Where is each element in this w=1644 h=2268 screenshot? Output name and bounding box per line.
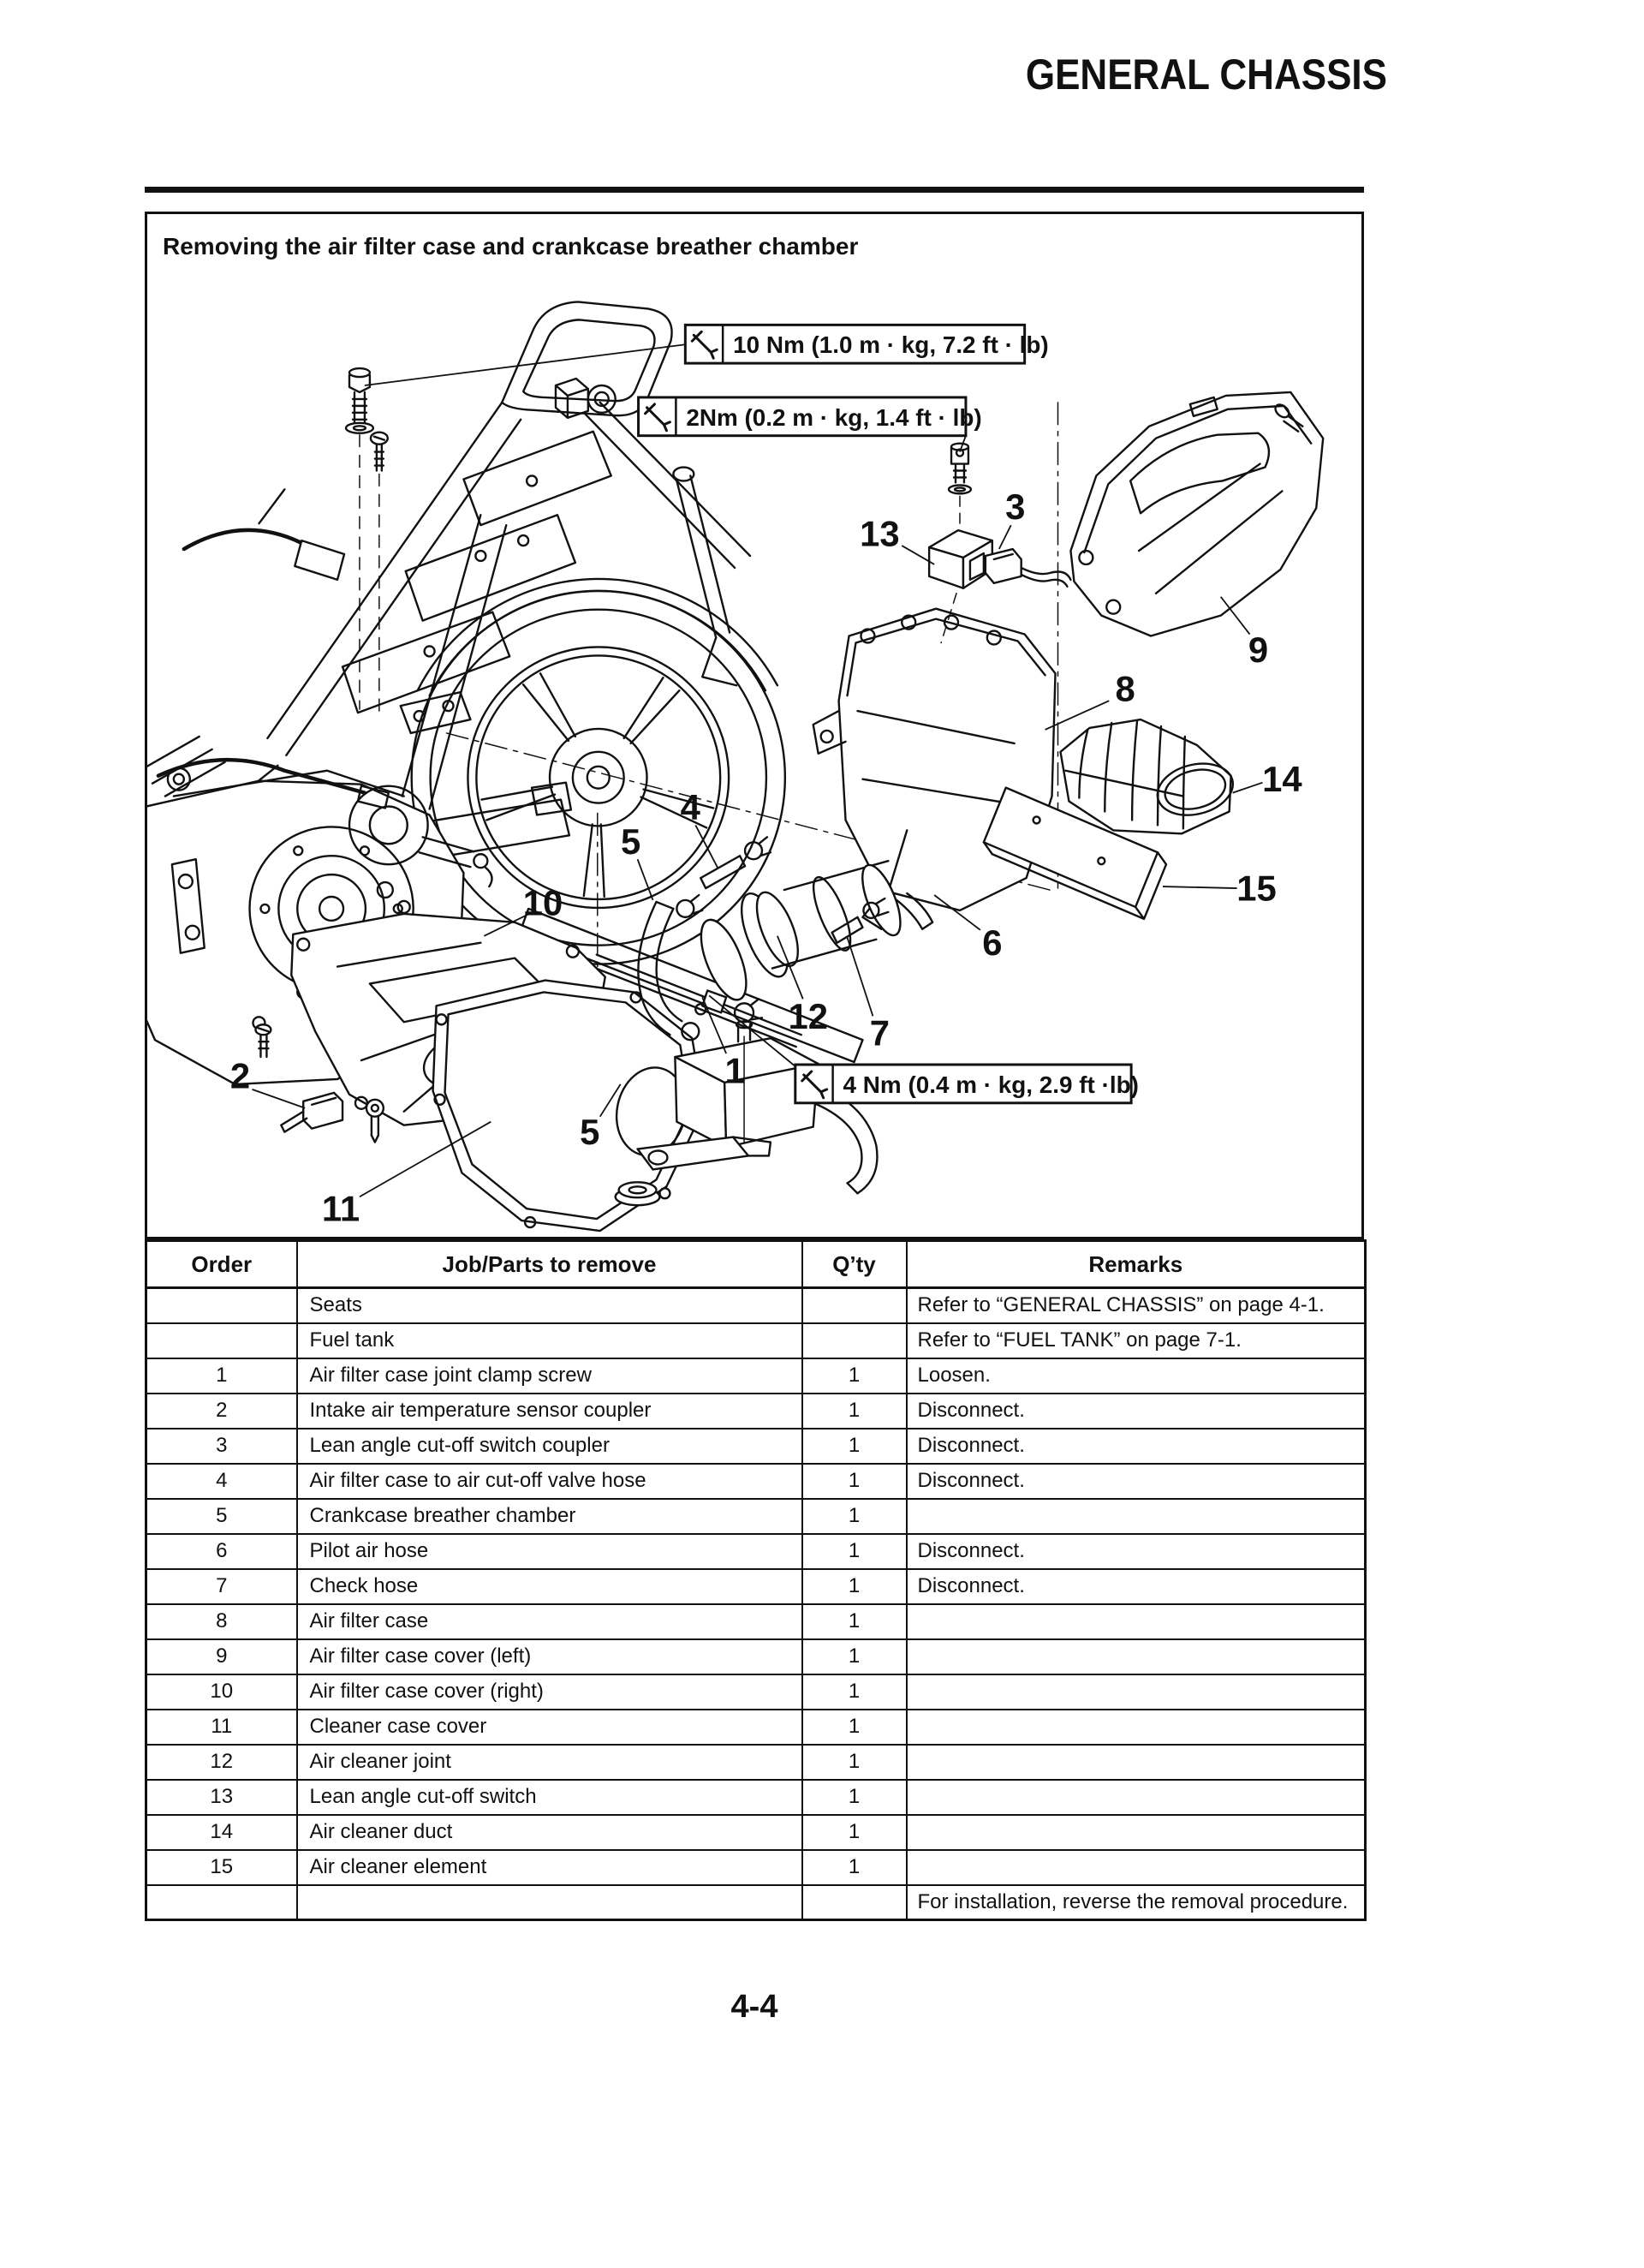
table-cell-qty: 1 — [802, 1569, 907, 1604]
table-cell-remarks — [907, 1815, 1366, 1850]
table-row — [146, 1885, 1366, 1920]
table-cell-remarks: Disconnect. — [907, 1534, 1366, 1569]
table-cell-order: 6 — [146, 1534, 297, 1569]
parts-table — [145, 1239, 1367, 1921]
table-cell-job: Lean angle cut-off switch — [297, 1780, 802, 1815]
table-cell-remarks — [907, 1745, 1366, 1780]
table-cell-order: 5 — [146, 1499, 297, 1534]
air-filter-case — [813, 609, 1056, 929]
table-cell-remarks: Loosen. — [907, 1358, 1366, 1394]
table-cell-order: 13 — [146, 1780, 297, 1815]
air-cleaner-duct — [1060, 719, 1238, 833]
table-cell-job: Crankcase breather chamber — [297, 1499, 802, 1534]
table-cell-qty: 1 — [802, 1780, 907, 1815]
table-cell-order: 8 — [146, 1604, 297, 1639]
table-cell-qty — [802, 1288, 907, 1323]
table-row — [146, 1323, 1366, 1358]
table-cell-job: Air filter case joint clamp screw — [297, 1358, 802, 1394]
table-row — [146, 1569, 1366, 1604]
callout-1: 1 — [724, 1050, 745, 1091]
table-cell-order — [146, 1885, 297, 1920]
table-cell-remarks — [907, 1499, 1366, 1534]
callout-6: 6 — [982, 922, 1003, 964]
callout-3: 3 — [1005, 486, 1026, 527]
table-row — [146, 1639, 1366, 1674]
leader-line — [999, 525, 1011, 549]
table-cell-order — [146, 1288, 297, 1323]
table-row — [146, 1850, 1366, 1885]
callout-5: 5 — [620, 821, 641, 862]
table-cell-order: 15 — [146, 1850, 297, 1885]
table-cell-job: Intake air temperature sensor coupler — [297, 1394, 802, 1429]
table-cell-order: 4 — [146, 1464, 297, 1499]
lean-angle-switch — [929, 444, 1070, 643]
table-cell-qty: 1 — [802, 1815, 907, 1850]
table-row — [146, 1780, 1366, 1815]
callout-15: 15 — [1236, 868, 1277, 909]
table-cell-qty: 1 — [802, 1850, 907, 1885]
torque-label-text: 4 Nm (0.4 m · kg, 2.9 ft ·lb) — [843, 1071, 1139, 1098]
callout-2: 2 — [229, 1055, 251, 1096]
column-header: Job/Parts to remove — [297, 1241, 802, 1288]
table-row — [146, 1674, 1366, 1710]
table-row — [146, 1534, 1366, 1569]
table-cell-qty: 1 — [802, 1358, 907, 1394]
callout-11: 11 — [321, 1188, 360, 1229]
callout-12: 12 — [788, 995, 828, 1036]
table-row — [146, 1464, 1366, 1499]
table-row — [146, 1745, 1366, 1780]
table-cell-order: 9 — [146, 1639, 297, 1674]
table-cell-remarks — [907, 1780, 1366, 1815]
page-number: 4-4 — [730, 1989, 778, 2025]
cleaner-case-cover — [433, 981, 705, 1232]
exploded-diagram — [147, 214, 1361, 1237]
page-title: GENERAL CHASSIS — [1025, 51, 1387, 98]
callout-14: 14 — [1262, 759, 1302, 800]
parts-table-body — [146, 1288, 1366, 1920]
torque-4nm — [795, 1065, 1139, 1103]
table-cell-job: Seats — [297, 1288, 802, 1323]
table-row — [146, 1710, 1366, 1745]
leader-line — [1233, 783, 1263, 793]
callout-4: 4 — [680, 787, 700, 828]
callout-13: 13 — [860, 513, 900, 554]
callout-8: 8 — [1115, 668, 1135, 709]
table-cell-remarks: Disconnect. — [907, 1569, 1366, 1604]
table-cell-remarks — [907, 1639, 1366, 1674]
table-cell-qty: 1 — [802, 1464, 907, 1499]
table-row — [146, 1288, 1366, 1323]
frame — [267, 301, 750, 809]
table-cell-qty: 1 — [802, 1674, 907, 1710]
table-cell-qty — [802, 1885, 907, 1920]
table-cell-job: Lean angle cut-off switch coupler — [297, 1429, 802, 1464]
table-row — [146, 1815, 1366, 1850]
table-cell-job: Pilot air hose — [297, 1534, 802, 1569]
table-cell-remarks: For installation, reverse the removal procedure. — [907, 1885, 1366, 1920]
table-cell-qty: 1 — [802, 1394, 907, 1429]
table-cell-job: Fuel tank — [297, 1323, 802, 1358]
torque-label-text: 10 Nm (1.0 m · kg, 7.2 ft · lb) — [733, 331, 1049, 359]
table-cell-job: Air cleaner element — [297, 1850, 802, 1885]
table-cell-order: 11 — [146, 1710, 297, 1745]
column-header: Order — [146, 1241, 297, 1288]
leader-line — [252, 1089, 305, 1108]
figure-title: Removing the air filter case and crankcase breather chamber — [163, 233, 859, 260]
table-row — [146, 1499, 1366, 1534]
table-cell-qty: 1 — [802, 1499, 907, 1534]
parts-table-head — [146, 1241, 1366, 1288]
table-cell-job: Cleaner case cover — [297, 1710, 802, 1745]
torque-label-text: 2Nm (0.2 m · kg, 1.4 ft · lb) — [686, 403, 982, 431]
table-cell-remarks — [907, 1710, 1366, 1745]
air-filter-case-cover-left — [1070, 392, 1323, 636]
leader-line — [638, 859, 653, 900]
table-cell-job — [297, 1885, 802, 1920]
rear-fender — [418, 579, 777, 695]
table-cell-qty — [802, 1323, 907, 1358]
leader-line — [848, 938, 873, 1017]
table-row — [146, 1394, 1366, 1429]
table-cell-job: Air filter case to air cut-off valve hose — [297, 1464, 802, 1499]
rear-wheel — [412, 591, 785, 964]
table-cell-qty: 1 — [802, 1429, 907, 1464]
figure-panel — [145, 212, 1364, 1239]
table-cell-qty: 1 — [802, 1534, 907, 1569]
table-row — [146, 1604, 1366, 1639]
callout-9: 9 — [1248, 629, 1269, 670]
table-row — [146, 1358, 1366, 1394]
torque-2nm — [639, 397, 982, 436]
column-header: Remarks — [907, 1241, 1366, 1288]
table-cell-order: 12 — [146, 1745, 297, 1780]
callout-5: 5 — [580, 1112, 600, 1153]
table-cell-job: Air filter case — [297, 1604, 802, 1639]
table-cell-job: Air cleaner duct — [297, 1815, 802, 1850]
table-cell-remarks: Refer to “GENERAL CHASSIS” on page 4-1. — [907, 1288, 1366, 1323]
header-rule — [145, 187, 1364, 193]
table-header-row — [146, 1241, 1366, 1288]
table-cell-qty: 1 — [802, 1639, 907, 1674]
table-cell-remarks — [907, 1850, 1366, 1885]
callout-7: 7 — [869, 1012, 890, 1053]
table-cell-remarks: Refer to “FUEL TANK” on page 7-1. — [907, 1323, 1366, 1358]
table-cell-job: Check hose — [297, 1569, 802, 1604]
table-cell-remarks — [907, 1604, 1366, 1639]
table-cell-qty: 1 — [802, 1745, 907, 1780]
callout-10: 10 — [522, 882, 563, 923]
table-cell-remarks: Disconnect. — [907, 1464, 1366, 1499]
table-cell-remarks: Disconnect. — [907, 1429, 1366, 1464]
table-cell-remarks: Disconnect. — [907, 1394, 1366, 1429]
table-cell-qty: 1 — [802, 1604, 907, 1639]
table-cell-order: 14 — [146, 1815, 297, 1850]
column-header: Q’ty — [802, 1241, 907, 1288]
table-cell-order — [146, 1323, 297, 1358]
table-cell-order: 7 — [146, 1569, 297, 1604]
leader-line — [1163, 886, 1237, 888]
table-cell-job: Air cleaner joint — [297, 1745, 802, 1780]
torque-10nm — [685, 325, 1048, 363]
table-cell-job: Air filter case cover (left) — [297, 1639, 802, 1674]
table-cell-order: 3 — [146, 1429, 297, 1464]
table-cell-order: 1 — [146, 1358, 297, 1394]
table-cell-qty: 1 — [802, 1710, 907, 1745]
table-cell-job: Air filter case cover (right) — [297, 1674, 802, 1710]
table-cell-remarks — [907, 1674, 1366, 1710]
table-row — [146, 1429, 1366, 1464]
table-cell-order: 2 — [146, 1394, 297, 1429]
table-cell-order: 10 — [146, 1674, 297, 1710]
